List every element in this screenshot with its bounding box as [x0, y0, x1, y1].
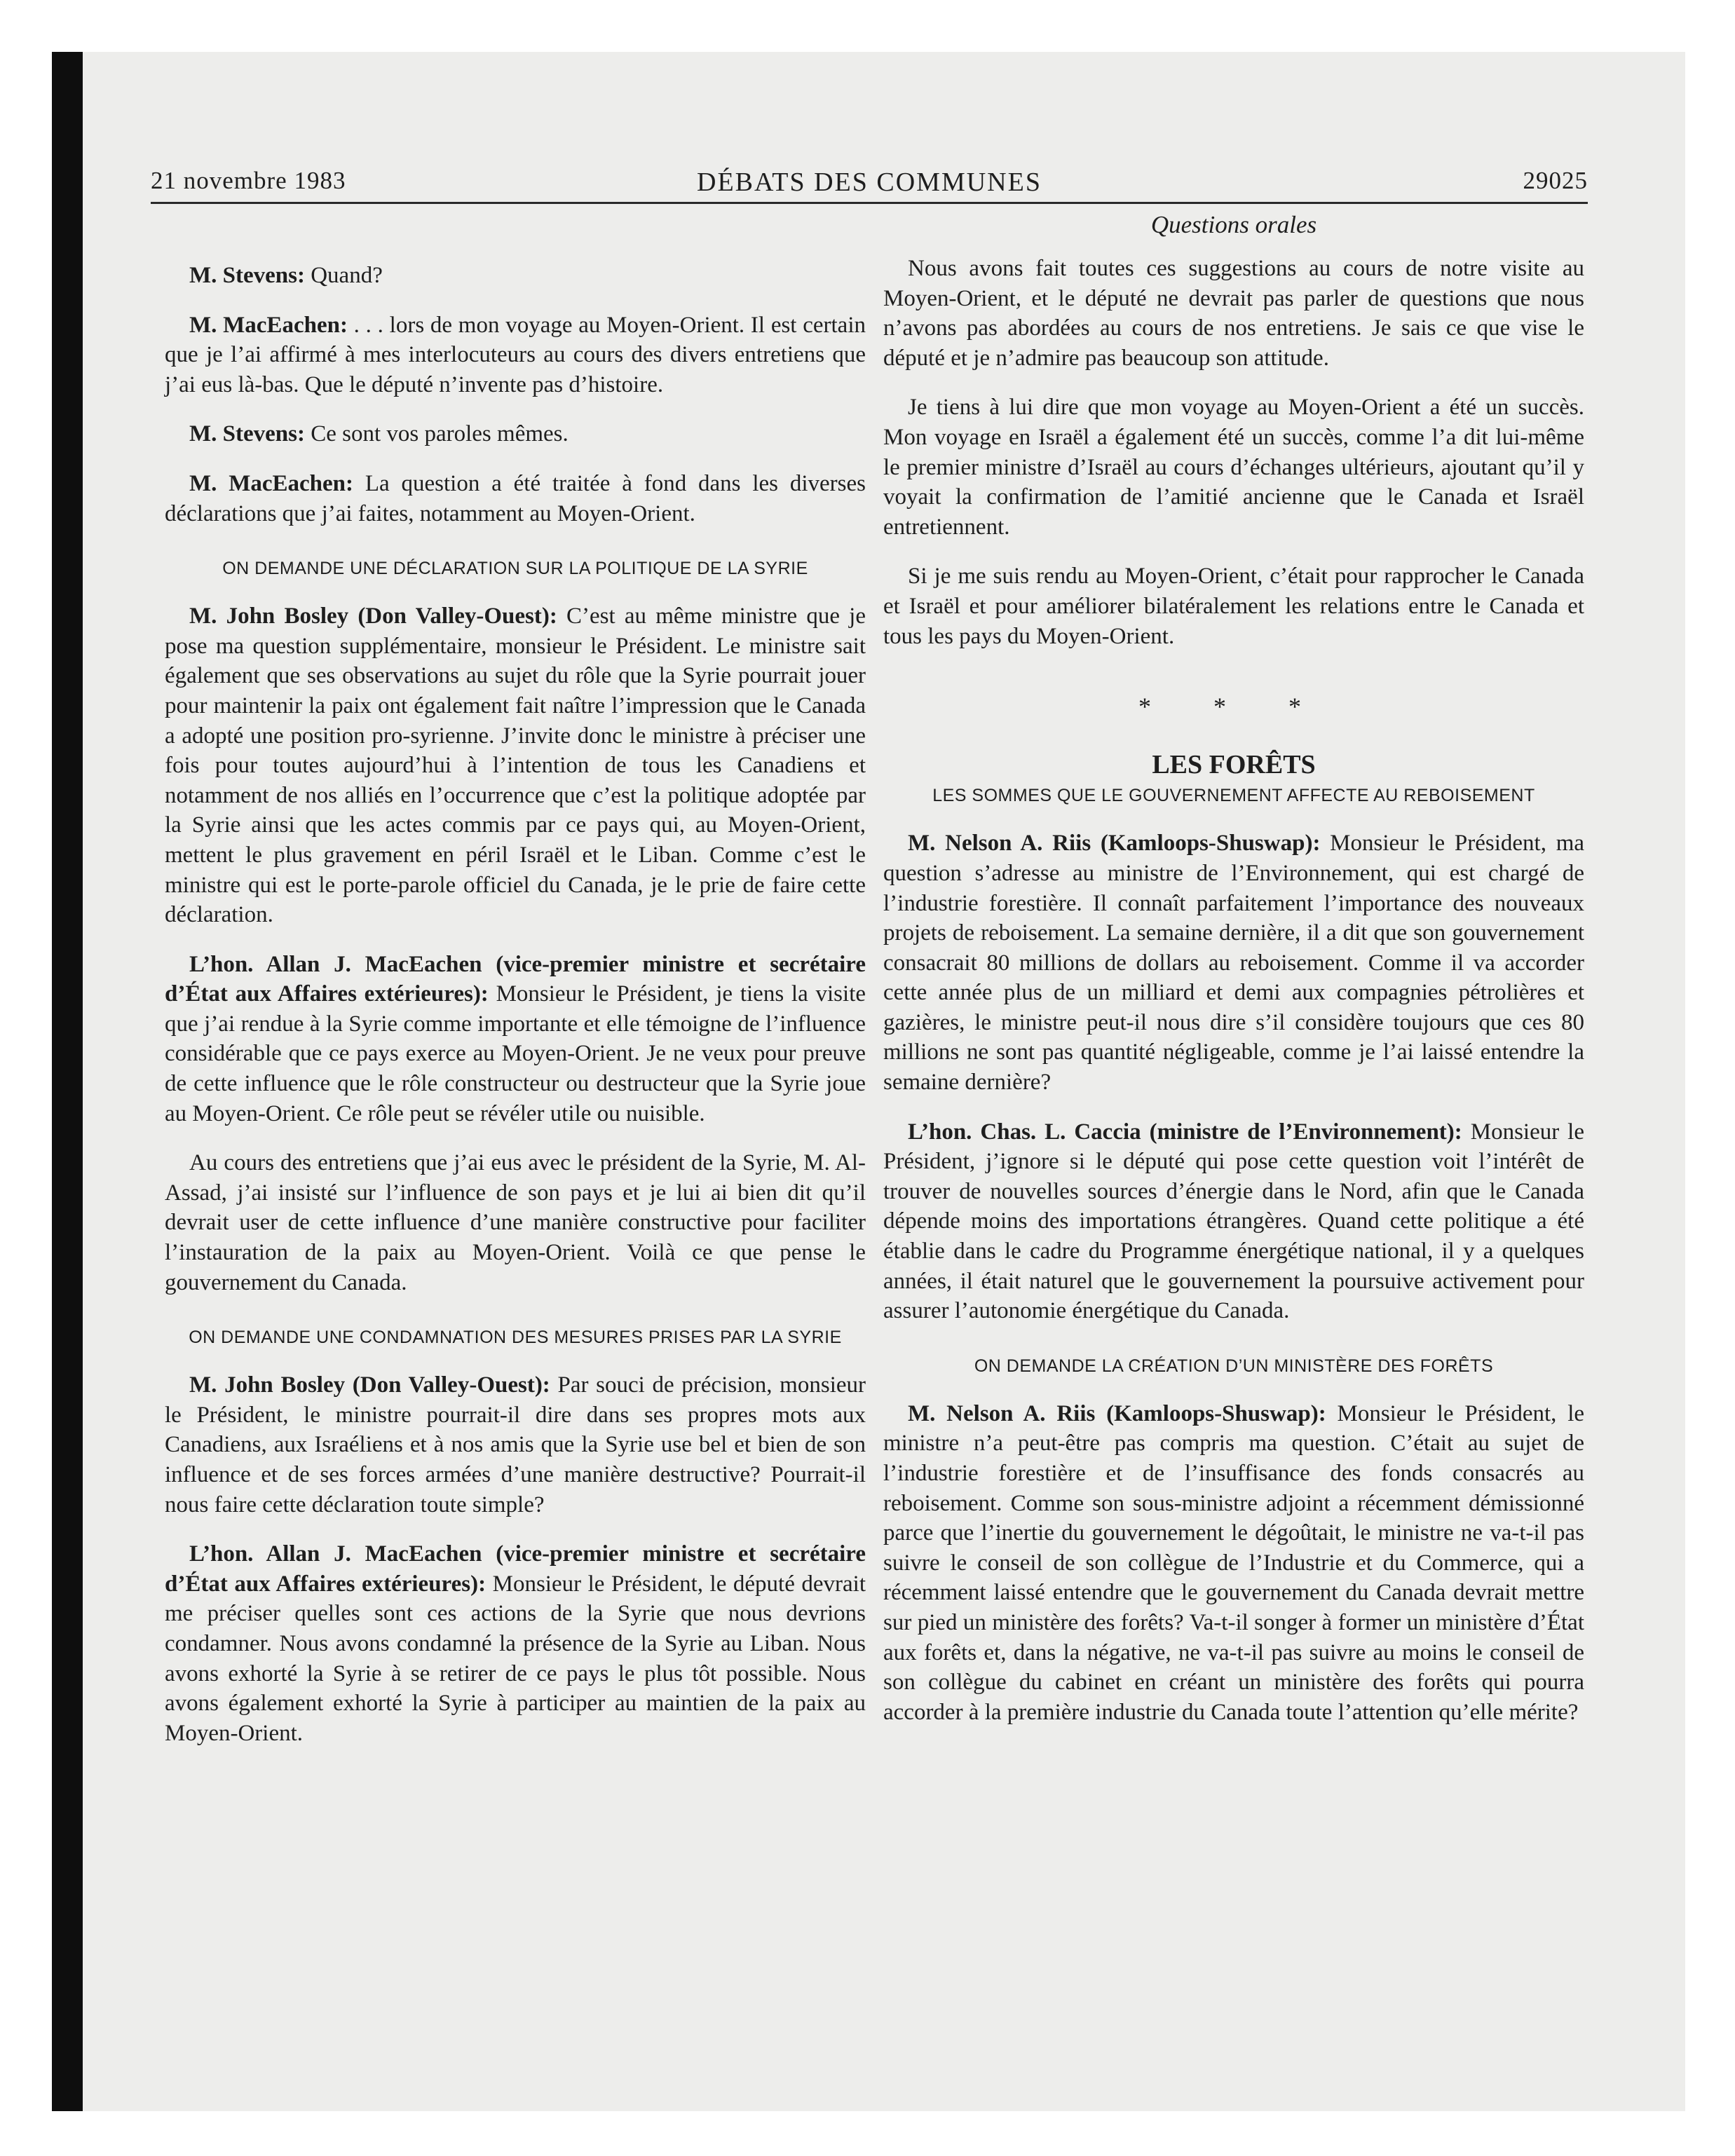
header-date: 21 novembre 1983 — [151, 167, 346, 194]
subheading: ON DEMANDE LA CRÉATION D’UN MINISTÈRE DES FORÊTS — [974, 1356, 1494, 1376]
paragraph — [165, 1539, 866, 1748]
paragraph — [165, 311, 866, 400]
paragraph — [165, 419, 866, 449]
speaker: M. Nelson A. Riis (Kamloops-Shuswap): — [908, 1400, 1326, 1426]
speaker: L’hon. Allan J. MacEachen (vice-premier ministre et secrétaire d’État aux Affaires extérieures): — [165, 951, 866, 1007]
speaker: M. Stevens: — [189, 421, 305, 447]
subheading: LES SOMMES QUE LE GOUVERNEMENT AFFECTE AU REBOISEMENT — [932, 786, 1535, 806]
running-head: Questions orales — [1150, 211, 1317, 238]
left-column — [165, 261, 866, 1748]
speech: C’est au même ministre que je pose ma question supplémentaire, monsieur le Président. Le ministre sait également que ses observations au sujet du rôle que la Syrie pourrait jouer pour maintenir la paix ont également fait naître l’impression que le Canada a adopté une position pro-syrienne. J’invite donc le ministre à préciser une fois pour toutes aujourd’hui à l’intention de tous les Canadiens et notamment de nos alliés en l’occurrence que c’est la politique adoptée par la Syrie ainsi que les actes commis par ce pays qui, au Moyen-Orient, mettent le plus gravement en péril Israël et le Liban. Comme c’est le ministre qui est le porte-parole officiel du Canada, je le prie de faire cette déclaration. — [165, 603, 866, 928]
speaker: M. John Bosley (Don Valley-Ouest): — [189, 1372, 550, 1398]
speaker: L’hon. Chas. L. Caccia (ministre de l’Environnement): — [908, 1119, 1462, 1145]
paragraph — [165, 469, 866, 528]
paragraph: Si je me suis rendu au Moyen-Orient, c’était pour rapprocher le Canada et Israël et pour améliorer bilatéralement les relations entre le Canada et tous les pays du Moyen-Orient. — [883, 564, 1584, 649]
paragraph — [165, 601, 866, 930]
paragraph: Nous avons fait toutes ces suggestions au cours de notre visite au Moyen-Orient, et le député ne devrait pas parler de questions que nous n’avons pas abordées au cours de nos entretiens. Je sais ce que vise le député et je n’admire pas beaucoup son attitude. — [883, 256, 1584, 371]
section-heading: LES FORÊTS — [1152, 749, 1316, 779]
speaker: M. MacEachen: — [189, 470, 354, 496]
subheading: ON DEMANDE UNE CONDAMNATION DES MESURES PRISES PAR LA SYRIE — [189, 1328, 842, 1348]
speech: Par souci de précision, monsieur le Président, le ministre pourrait-il dire dans ses propres mots aux Canadiens, aux Israéliens et à nos amis que la Syrie use bel et bien de son influence et de ses forces armées d’une manière destructive? Pourrait-il nous faire cette déclaration toute simple? — [165, 1372, 866, 1517]
speech: Monsieur le Président, le ministre n’a peut-être pas compris ma question. C’était au sujet de l’industrie forestière et de l’insuffisance des fonds consacrés au reboisement. Comme son sous-ministre adjoint a récemment démissionné parce que l’inertie du gouvernement le dégoûtait, le ministre ne va-t-il pas suivre le conseil de son collègue de l’Industrie et du Commerce, qui a récemment laissé entendre que le gouvernement du Canada devrait mettre sur pied un ministère des forêts? Va-t-il songer à former un ministère d’État aux forêts et, dans la négative, ne va-t-il pas suivre au moins le conseil de son collègue du cabinet en créant un ministère des forêts qui pourra accorder à la première industrie du Canada toute l’attention qu’elle mérite? — [883, 1400, 1585, 1725]
speaker: M. MacEachen: — [189, 312, 348, 338]
paragraph — [883, 828, 1584, 1097]
paragraph — [165, 1370, 866, 1520]
speech: Monsieur le Président, je tiens la visite que j’ai rendue à la Syrie comme importante et elle témoigne de l’influence considérable que ce pays exerce au Moyen-Orient. Je ne veux pour preuve de cette influence que le rôle constructeur ou destructeur que la Syrie joue au Moyen-Orient. Ce rôle peut se révéler utile ou nuisible. — [165, 981, 866, 1126]
speech: Monsieur le Président, j’ignore si le député qui pose cette question voit l’intérêt de trouver de nouvelles sources d’énergie dans le Nord, afin que le Canada dépende moins des importations étrangères. Quand cette politique a été établie dans le cadre du Programme énergétique national, il y a quelques années, il était naturel que le gouvernement la poursuive activement pour assurer l’autonomie énergétique du Canada. — [883, 1119, 1584, 1324]
right-column — [883, 210, 1584, 1727]
speech: . . . lors de mon voyage au Moyen-Orient. Il est certain que je l’ai affirmé à mes interlocuteurs au cours des divers entretiens que j’ai eus là-bas. Que le député n’invente pas d’histoire. — [165, 312, 866, 397]
paragraph: Je tiens à lui dire que mon voyage au Moyen-Orient a été un succès. Mon voyage en Israël a également été un succès, comme l’a dit lui-même le premier ministre d’Israël au cours d’échanges ultérieurs, ajoutant qu’il y voyait la confirmation de l’amitié ancienne que le Canada et Israël entretiennent. — [883, 395, 1584, 540]
speaker: L’hon. Allan J. MacEachen (vice-premier ministre et secrétaire d’État aux Affaires extérieures): — [165, 1541, 866, 1597]
speech: La question a été traitée à fond dans les diverses déclarations que j’ai faites, notamment au Moyen-Orient. — [165, 470, 866, 526]
header-page-number: 29025 — [1523, 167, 1588, 194]
speech: Monsieur le Président, ma question s’adresse au ministre de l’Environnement, qui est chargé de l’industrie forestière. Il connaît parfaitement l’importance des nouveaux projets de reboisement. La semaine dernière, il a dit que son gouvernement consacrait 80 millions de dollars au reboisement. Comme il va accorder cette année plus de un milliard et demi aux compagnies pétrolières et gazières, le ministre peut-il nous dire s’il considère toujours que ces 80 millions ne sont pas quantité négligeable, comme je l’ai laissé entendre la semaine dernière? — [883, 831, 1585, 1096]
speaker: M. John Bosley (Don Valley-Ouest): — [189, 603, 557, 629]
speaker: M. Stevens: — [189, 263, 305, 288]
speech: Monsieur le Président, le député devrait me préciser quelles sont ces actions de la Syrie que nous devrions condamner. Nous avons condamné la présence de la Syrie au Liban. Nous avons exhorté la Syrie à se retirer de ce pays le plus tôt possible. Nous avons également exhorté la Syrie à participer au maintien de la paix au Moyen-Orient. — [165, 1571, 866, 1746]
subheading: ON DEMANDE UNE DÉCLARATION SUR LA POLITIQUE DE LA SYRIE — [222, 559, 808, 579]
paragraph — [883, 1117, 1584, 1326]
speech: Quand? — [304, 263, 383, 288]
speech: Ce sont vos paroles mêmes. — [304, 421, 569, 447]
paragraph: Au cours des entretiens que j’ai eus avec le président de la Syrie, M. Al-Assad, j’ai insisté sur l’influence de son pays et je lui ai bien dit qu’il devrait user de cette influence d’une manière constructive pour faciliter l’instauration de la paix au Moyen-Orient. Voilà ce que pense le gouvernement du Canada. — [165, 1150, 866, 1295]
paragraph — [883, 1399, 1584, 1728]
page-header — [151, 167, 1588, 204]
speaker: M. Nelson A. Riis (Kamloops-Shuswap): — [908, 831, 1321, 857]
section-separator: * * * — [1138, 692, 1329, 721]
paragraph — [165, 950, 866, 1129]
paragraph — [165, 261, 866, 291]
header-title: DÉBATS DES COMMUNES — [697, 168, 1042, 197]
